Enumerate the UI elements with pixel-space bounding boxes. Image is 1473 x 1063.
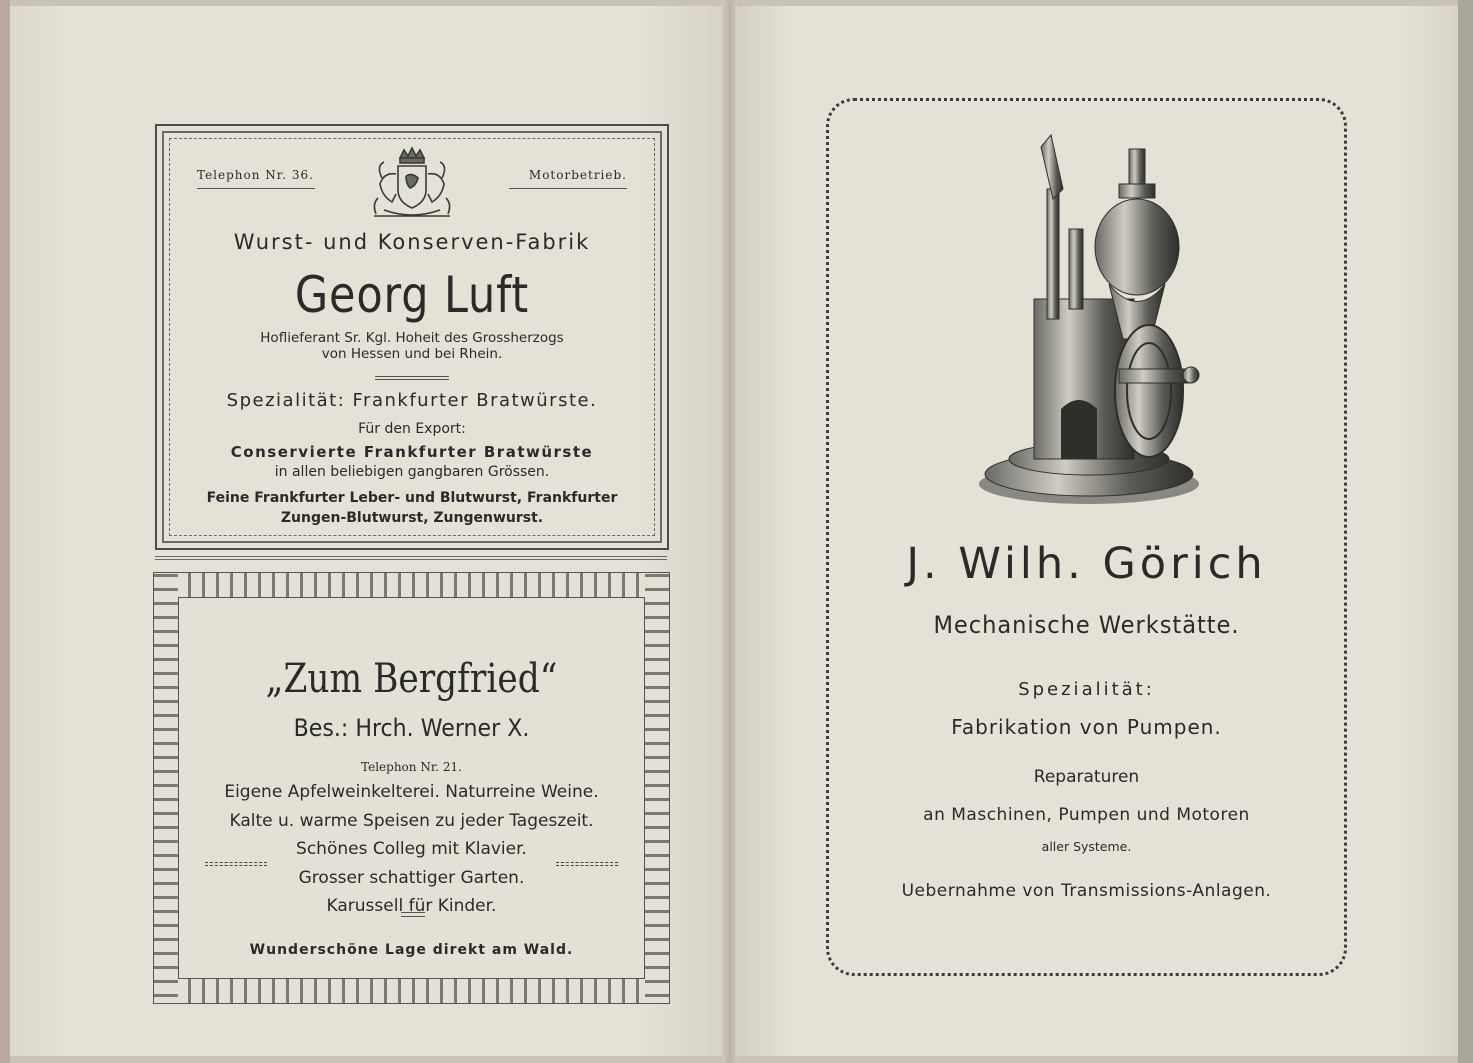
underline-right xyxy=(509,188,627,189)
dash-ornament-right xyxy=(556,862,618,863)
company-name: J. Wilh. Görich xyxy=(906,539,1267,589)
ad-separator xyxy=(155,556,667,557)
ad-goerich xyxy=(826,98,1347,976)
right-page xyxy=(735,6,1458,1056)
motor-operation: Motorbetrieb. xyxy=(528,168,627,182)
ad-georg-luft xyxy=(155,124,669,550)
telephone-number: Telephon Nr. 21. xyxy=(361,760,462,774)
inn-name: „Zum Bergfried“ xyxy=(265,656,558,702)
transmission-text: Uebernahme von Transmissions-Anlagen. xyxy=(901,881,1272,901)
factory-type: Wurst- und Konserven-Fabrik xyxy=(233,230,591,254)
dash-ornament-left xyxy=(205,865,267,866)
divider xyxy=(375,376,449,377)
page-edge-right xyxy=(1458,0,1473,1063)
divider xyxy=(401,916,425,917)
conserved-product: Conservierte Frankfurter Bratwürste xyxy=(230,443,594,461)
feature-line: Kalte u. warme Speisen zu jeder Tageszeit. xyxy=(229,810,594,831)
repairs-label: Reparaturen xyxy=(1033,767,1140,787)
underline-left xyxy=(197,188,315,189)
dash-ornament-left xyxy=(205,862,267,863)
fine-products-line-2: Zungen-Blutwurst, Zungenwurst. xyxy=(280,510,544,526)
fine-products-line-1: Feine Frankfurter Leber- und Blutwurst, Frankfurter xyxy=(206,490,618,506)
purveyor-text xyxy=(157,330,667,362)
dash-ornament-right xyxy=(556,865,618,866)
repairs-text: an Maschinen, Pumpen und Motoren xyxy=(923,805,1250,825)
feature-line: Karussell für Kinder. xyxy=(326,896,497,916)
specialty-text: Fabrikation von Pumpen. xyxy=(951,715,1222,739)
ad-zum-bergfried xyxy=(153,572,670,1004)
ad-separator xyxy=(155,559,667,560)
fine-products xyxy=(157,488,667,528)
purveyor-line-2: von Hessen und bei Rhein. xyxy=(321,346,503,362)
specialty-label: Spezialität: xyxy=(1018,679,1155,700)
feature-line: Eigene Apfelweinkelterei. Naturreine Weine. xyxy=(224,782,599,802)
company-subtitle: Mechanische Werkstätte. xyxy=(933,611,1240,639)
feature-line: Grosser schattiger Garten. xyxy=(298,867,525,888)
divider xyxy=(401,912,425,913)
owner-name: Bes.: Hrch. Werner X. xyxy=(293,714,530,742)
page-edge-left xyxy=(0,0,10,1063)
features-list xyxy=(179,778,644,921)
company-name: Georg Luft xyxy=(294,266,530,324)
feature-line: Schönes Colleg mit Klavier. xyxy=(296,839,527,859)
left-page xyxy=(10,6,726,1056)
export-label: Für den Export: xyxy=(358,421,466,437)
pump-machine-icon xyxy=(969,129,1209,509)
telephone-number: Telephon Nr. 36. xyxy=(197,168,314,182)
location-line: Wunderschöne Lage direkt am Wald. xyxy=(249,942,574,958)
systems-text: aller Systeme. xyxy=(1041,839,1132,854)
ad-content-box xyxy=(178,597,645,979)
specialty-line: Spezialität: Frankfurter Bratwürste. xyxy=(226,390,598,411)
divider xyxy=(375,379,449,380)
coat-of-arms-icon xyxy=(362,144,462,222)
sizes-line: in allen beliebigen gangbaren Grössen. xyxy=(274,464,550,480)
purveyor-line-1: Hoflieferant Sr. Kgl. Hoheit des Grossherzogs xyxy=(260,330,564,346)
